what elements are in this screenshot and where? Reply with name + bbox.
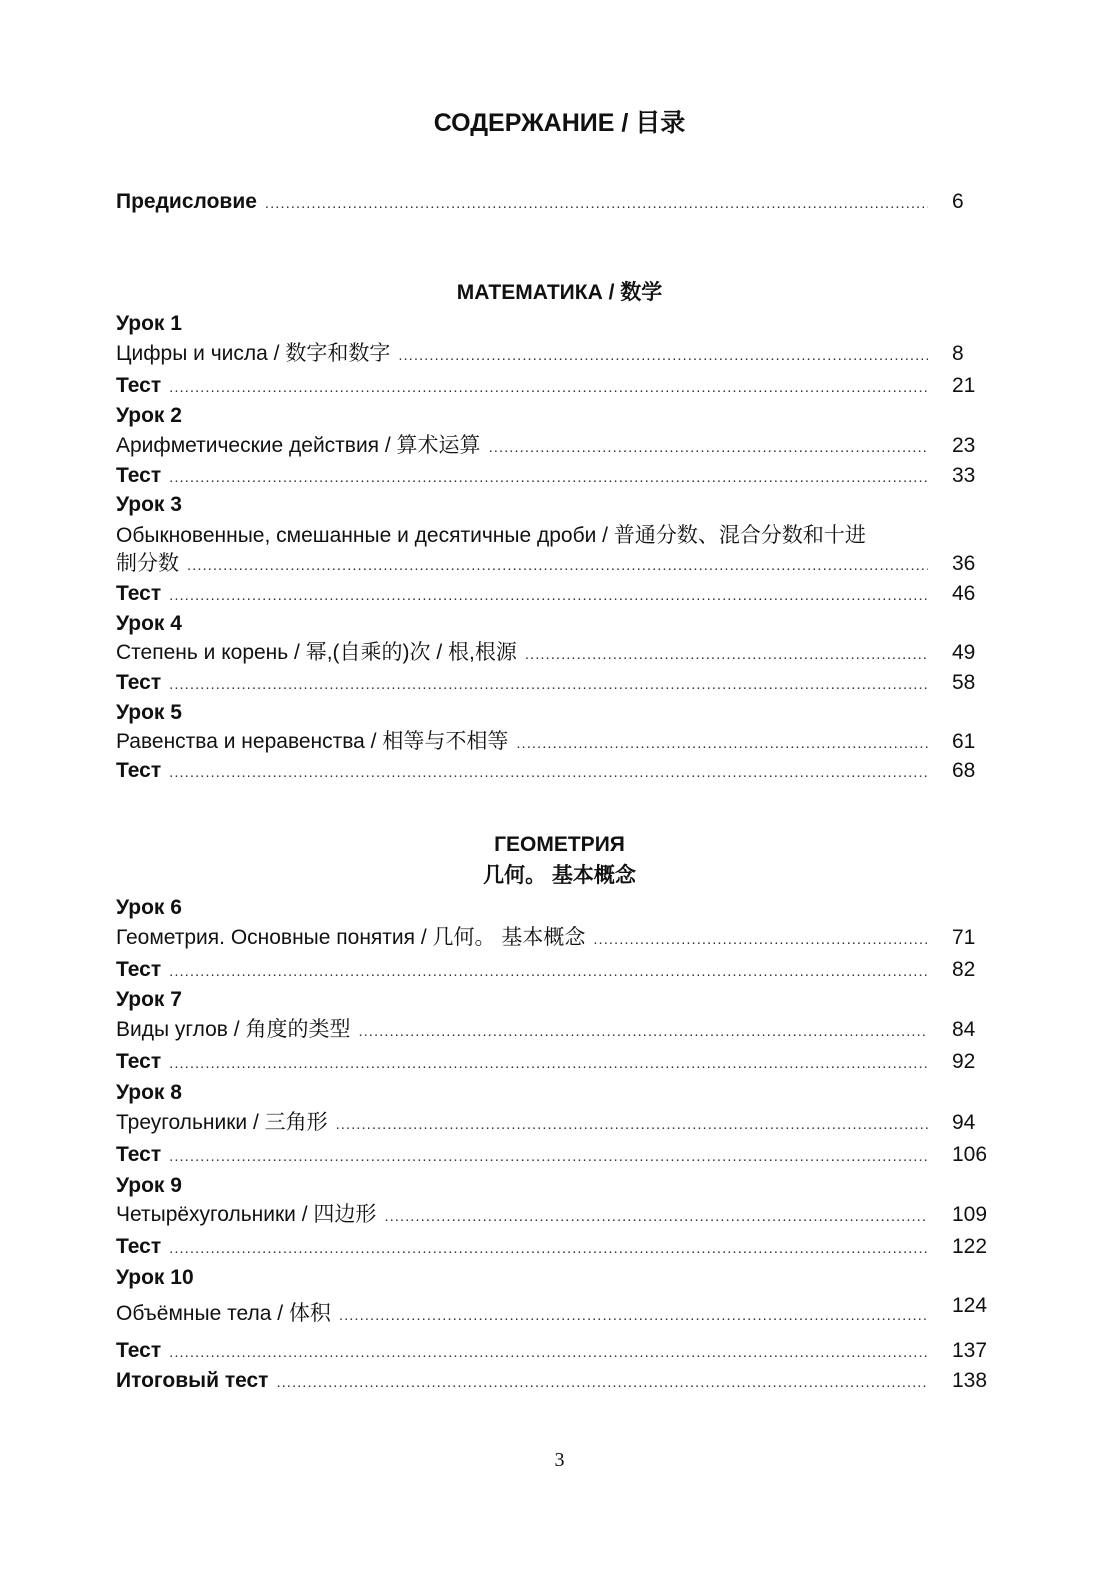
toc-entry-lesson3-topic-line1: Обыкновенные, смешанные и десятичные дроби / 普通分数、混合分数和十进 [116, 524, 866, 547]
lesson-title: Урок 10 [116, 1266, 194, 1289]
entry-label: Тест [116, 759, 162, 782]
entry-label: Тест [116, 1235, 162, 1258]
toc-entry-lesson2-topic[interactable] [116, 431, 1014, 463]
dot-leader [187, 551, 928, 581]
toc-entry-lesson6-test[interactable] [116, 955, 1014, 987]
toc-entry-lesson5-topic[interactable] [116, 727, 1014, 759]
entry-page: 138 [952, 1369, 988, 1392]
lesson-title: Урок 6 [116, 896, 182, 919]
lesson-title: Урок 7 [116, 988, 182, 1011]
toc-entry-lesson4-test[interactable] [116, 668, 1014, 700]
dot-leader [276, 1368, 928, 1398]
entry-label: Четырёхугольники / 四边形 [116, 1203, 377, 1226]
dot-leader [169, 1142, 928, 1172]
dot-leader [339, 1301, 928, 1331]
dot-leader [169, 581, 928, 611]
dot-leader [398, 341, 928, 371]
section-subheading-geometry: 几何。 基本概念 [483, 864, 636, 887]
section-heading-math: МАТЕМАТИКА / 数学 [456, 281, 663, 304]
dot-leader [384, 1202, 928, 1232]
dot-leader [593, 925, 928, 955]
toc-entry-lesson8-test[interactable] [116, 1140, 1014, 1172]
toc-entry-lesson10-test[interactable] [116, 1336, 1014, 1368]
entry-page: 124 [952, 1294, 988, 1317]
entry-page: 71 [952, 926, 976, 949]
entry-label: Тест [116, 958, 162, 981]
lesson-title: Урок 4 [116, 612, 182, 635]
toc-entry-lesson1-test[interactable] [116, 371, 1014, 403]
entry-label: Тест [116, 582, 162, 605]
entry-label: Объёмные тела / 体积 [116, 1302, 331, 1325]
toc-entry-lesson9-test[interactable] [116, 1232, 1014, 1264]
entry-page: 46 [952, 582, 976, 605]
dot-leader [525, 640, 928, 670]
dot-leader [336, 1110, 928, 1140]
entry-label: Тест [116, 1143, 162, 1166]
toc-entry-lesson7-topic[interactable] [116, 1015, 1014, 1047]
entry-page: 33 [952, 464, 976, 487]
entry-page: 82 [952, 958, 976, 981]
entry-page: 122 [952, 1235, 988, 1258]
entry-label: Тест [116, 374, 162, 397]
page-title: СОДЕРЖАНИЕ / 目录 [433, 109, 686, 137]
entry-label: Тест [116, 671, 162, 694]
entry-label: Треугольники / 三角形 [116, 1111, 328, 1134]
dot-leader [265, 189, 928, 219]
entry-label: Степень и корень / 幂,(自乘的)次 / 根,根源 [116, 641, 517, 664]
entry-label: Геометрия. Основные понятия / 几何。 基本概念 [116, 926, 586, 949]
dot-leader [169, 1234, 928, 1264]
entry-label: Равенства и неравенства / 相等与不相等 [116, 730, 509, 753]
toc-entry-lesson10-topic[interactable] [116, 1294, 1014, 1331]
toc-entry-lesson3-test[interactable] [116, 579, 1014, 611]
entry-page: 23 [952, 434, 976, 457]
entry-page: 21 [952, 374, 976, 397]
toc-entry-lesson7-test[interactable] [116, 1047, 1014, 1079]
toc-entry-lesson9-topic[interactable] [116, 1200, 1014, 1232]
entry-page: 61 [952, 730, 976, 753]
dot-leader [169, 373, 928, 403]
entry-page: 36 [952, 552, 976, 575]
entry-label: Виды углов / 角度的类型 [116, 1018, 351, 1041]
dot-leader [516, 729, 928, 759]
dot-leader [169, 1049, 928, 1079]
toc-entry-final-test[interactable] [116, 1366, 1014, 1398]
entry-page: 68 [952, 759, 976, 782]
dot-leader [169, 1338, 928, 1368]
toc-entry-lesson4-topic[interactable] [116, 638, 1014, 670]
entry-page: 84 [952, 1018, 976, 1041]
toc-entry-lesson3-topic[interactable] [116, 549, 1014, 581]
lesson-title: Урок 3 [116, 493, 182, 516]
toc-entry-lesson1-topic[interactable] [116, 339, 1014, 371]
section-heading-geometry: ГЕОМЕТРИЯ [494, 833, 625, 856]
entry-label: Итоговый тест [116, 1369, 269, 1392]
entry-page: 106 [952, 1143, 988, 1166]
toc-entry-lesson6-topic[interactable] [116, 923, 1014, 955]
dot-leader [169, 957, 928, 987]
lesson-title: Урок 9 [116, 1174, 182, 1197]
entry-page: 6 [952, 190, 964, 213]
toc-entry-lesson8-topic[interactable] [116, 1108, 1014, 1140]
page-number: 3 [554, 1449, 565, 1471]
lesson-title: Урок 1 [116, 312, 182, 335]
dot-leader [169, 670, 928, 700]
entry-page: 92 [952, 1050, 976, 1073]
lesson-title: Урок 5 [116, 701, 182, 724]
entry-page: 137 [952, 1339, 988, 1362]
entry-label: Цифры и числа / 数字和数字 [116, 342, 391, 365]
entry-page: 109 [952, 1203, 988, 1226]
entry-label: Тест [116, 1050, 162, 1073]
lesson-title: Урок 2 [116, 404, 182, 427]
entry-page: 49 [952, 641, 976, 664]
dot-leader [358, 1017, 928, 1047]
lesson-title: Урок 8 [116, 1081, 182, 1104]
toc-entry-lesson2-test[interactable] [116, 461, 1014, 493]
dot-leader [489, 433, 928, 463]
entry-label: Тест [116, 464, 162, 487]
entry-label: Предисловие [116, 190, 257, 213]
entry-label: Арифметические действия / 算术运算 [116, 434, 481, 457]
entry-label: Тест [116, 1339, 162, 1362]
entry-label: 制分数 [116, 552, 179, 575]
dot-leader [169, 758, 928, 788]
entry-page: 8 [952, 342, 964, 365]
dot-leader [169, 463, 928, 493]
entry-page: 94 [952, 1111, 976, 1134]
entry-page: 58 [952, 671, 976, 694]
toc-entry-preface[interactable] [116, 187, 1014, 219]
toc-entry-lesson5-test[interactable] [116, 756, 1014, 788]
